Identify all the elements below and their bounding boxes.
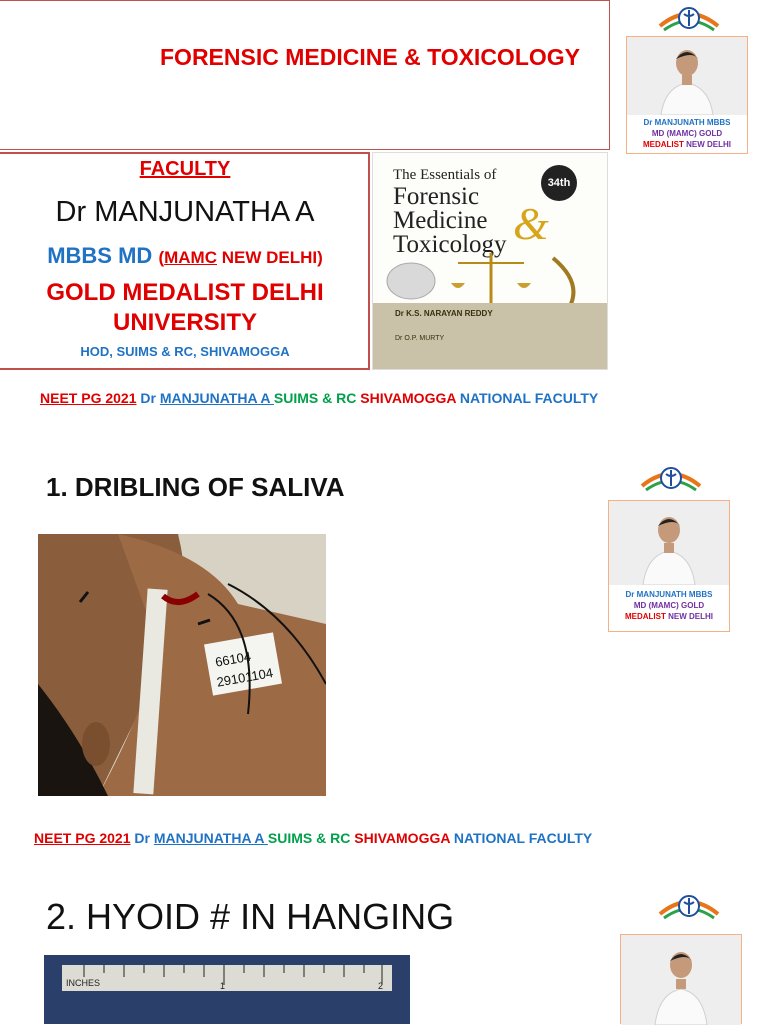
gold-medalist — [0, 278, 370, 338]
hyoid-ruler-photo — [44, 955, 410, 1024]
caption-medalist: MEDALIST — [642, 140, 684, 149]
shivamogga-label: SHIVAMOGGA — [356, 390, 456, 406]
suims-label: SUIMS & RC — [273, 390, 357, 406]
faculty-photo-card — [626, 36, 748, 154]
caption-line1: Dr MANJUNATH MBBS — [643, 118, 731, 127]
caption-new-delhi: NEW DELHI — [668, 612, 713, 621]
dr-label: Dr — [130, 830, 154, 846]
degree-open: ( — [158, 248, 165, 267]
book-cover — [372, 152, 608, 370]
caption-line1: Dr MANJUNATH MBBS — [625, 590, 713, 599]
national-label: NATIONAL FACULTY — [455, 390, 599, 406]
book-edition-badge: 34th — [541, 165, 577, 201]
neet-footer-2 — [34, 830, 592, 846]
caption-mamc: (MAMC) — [648, 601, 679, 610]
forensic-photo-saliva — [38, 534, 326, 796]
faculty-photo — [627, 37, 747, 115]
book-author: Dr K.S. NARAYAN REDDY — [395, 309, 493, 318]
faculty-photo-2 — [609, 501, 729, 585]
dr-label: Dr — [136, 390, 160, 406]
faculty-caption-2 — [609, 589, 729, 622]
logo-emblem-2 — [634, 460, 708, 498]
book-title — [393, 185, 507, 257]
gold-line2: UNIVERSITY — [112, 309, 258, 336]
neet-footer-1 — [40, 390, 598, 406]
ruler-mark-1: 1 — [220, 981, 226, 991]
book-ampersand: & — [513, 198, 549, 249]
national-label: NATIONAL FACULTY — [449, 830, 593, 846]
book-title-line1: Forensic — [393, 183, 480, 210]
shivamogga-label: SHIVAMOGGA — [350, 830, 450, 846]
ruler-label: INCHES — [66, 978, 101, 988]
book-title-line2: Medicine — [393, 207, 488, 234]
name-label: MANJUNATHA A — [153, 830, 268, 846]
logo-emblem — [652, 2, 726, 36]
tag-line2: 29101104 — [215, 665, 275, 690]
logo-emblem-3 — [652, 888, 726, 926]
faculty-photo-3 — [621, 935, 741, 1025]
suims-label: SUIMS & RC — [267, 830, 351, 846]
title-box — [0, 0, 610, 150]
degree — [0, 243, 370, 269]
slide3-heading: 2. HYOID # IN HANGING — [46, 896, 455, 937]
gold-line1: GOLD MEDALIST DELHI — [46, 279, 324, 306]
faculty-photo-card-3 — [620, 934, 742, 1024]
caption-md: MD — [651, 129, 665, 138]
degree-rest: NEW DELHI) — [217, 248, 323, 267]
neet-label: NEET PG 2021 — [34, 830, 131, 846]
ruler-mark-2: 2 — [378, 981, 384, 991]
faculty-caption — [627, 117, 747, 150]
caption-new-delhi: NEW DELHI — [686, 140, 731, 149]
faculty-label: FACULTY — [139, 158, 231, 180]
neet-label: NEET PG 2021 — [40, 390, 137, 406]
book-title-small: The Essentials of — [393, 167, 497, 183]
doctor-name: Dr MANJUNATHA A — [55, 196, 315, 228]
degree-mamc: MAMC — [164, 248, 217, 267]
caption-gold: GOLD — [699, 129, 723, 138]
faculty-photo-card-2 — [608, 500, 730, 632]
caption-gold: GOLD — [681, 601, 705, 610]
book-title-line3: Toxicology — [393, 231, 507, 258]
hod-text: HOD, SUIMS & RC, SHIVAMOGGA — [80, 344, 290, 359]
slide2-heading: 1. DRIBLING OF SALIVA — [46, 472, 345, 502]
tag-line1: 66104 — [213, 648, 253, 670]
caption-md: MD — [633, 601, 647, 610]
caption-medalist: MEDALIST — [624, 612, 666, 621]
caption-mamc: (MAMC) — [666, 129, 697, 138]
book-coauthor: Dr O.P. MURTY — [395, 335, 445, 342]
slide-title: FORENSIC MEDICINE & TOXICOLOGY — [160, 44, 580, 70]
scales-of-justice-icon — [373, 253, 608, 308]
name-label: MANJUNATHA A — [159, 390, 274, 406]
degree-prefix: MBBS MD — [47, 243, 153, 268]
